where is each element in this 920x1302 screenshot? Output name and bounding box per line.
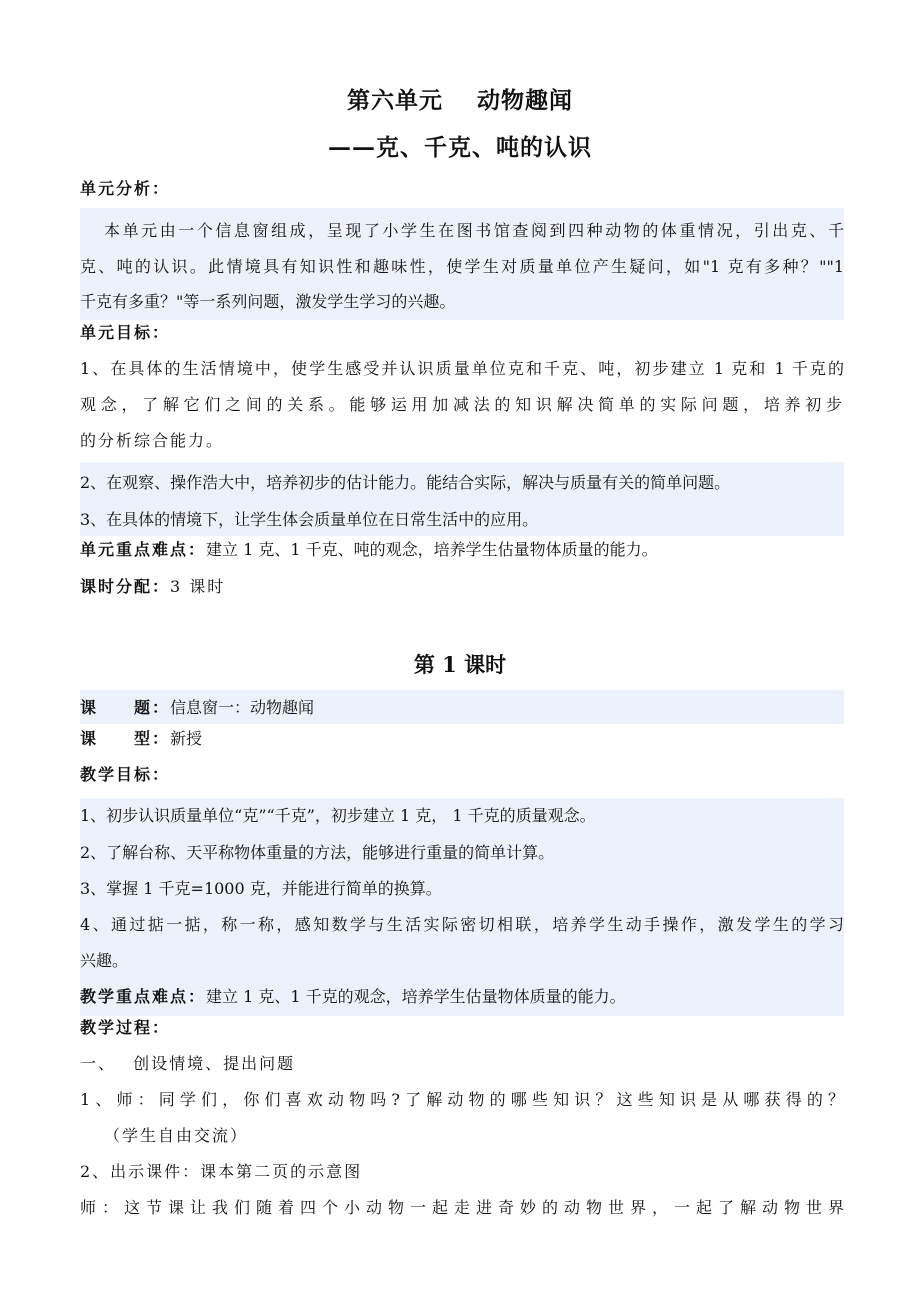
lesson-goal-line-3: 3、掌握 1 千克=1000 克，并能进行简单的换算。 xyxy=(80,879,442,898)
lesson-goals-label: 教学目标： xyxy=(80,765,171,784)
lesson-type xyxy=(80,729,844,749)
lesson-topic xyxy=(80,698,844,718)
unit-hours-text: 3 课时 xyxy=(170,577,226,596)
unit-goal-line-4: 2、在观察、操作浩大中，培养初步的估计能力。能结合实际，解决与质量有关的简单问题。 xyxy=(80,473,731,492)
lesson-key-label: 教学重点难点： xyxy=(80,987,207,1006)
lesson-goal-line-4: 4、通过掂一掂，称一称，感知数学与生活实际密切相联，培养学生动手操作，激发学生的学习 xyxy=(80,915,844,934)
unit-goal-line-3: 的分析综合能力。 xyxy=(80,431,225,450)
lesson-type-text: 新授 xyxy=(170,729,203,748)
lesson-heading: 第 1 课时 xyxy=(413,652,507,677)
unit-goals-label: 单元目标： xyxy=(80,323,171,342)
unit-title xyxy=(0,82,920,115)
lesson-key-points xyxy=(80,987,844,1007)
unit-hours-label: 课时分配： xyxy=(80,577,171,596)
process-line-3: （学生自由交流） xyxy=(104,1126,249,1145)
lesson-goal-line-1: 1、初步认识质量单位“克”“千克”，初步建立 1 克， 1 千克的质量观念。 xyxy=(80,806,596,825)
process-line-2: 1、师：同学们，你们喜欢动物吗?了解动物的哪些知识？这些知识是从哪获得的？ xyxy=(80,1090,844,1109)
unit-goal-line-1: 1、在具体的生活情境中，使学生感受并认识质量单位克和千克、吨，初步建立 1 克和 1 千克的 xyxy=(80,359,844,378)
unit-goal-line-2: 观念，了解它们之间的关系。能够运用加减法的知识解决简单的实际问题，培养初步 xyxy=(80,395,844,414)
process-line-1: 一、 创设情境、提出问题 xyxy=(80,1054,296,1073)
unit-analysis-line-3: 千克有多重？"等一系列问题，激发学生学习的兴趣。 xyxy=(80,292,456,311)
unit-goal-line-5: 3、在具体的情境下，让学生体会质量单位在日常生活中的应用。 xyxy=(80,510,539,529)
lesson-goals-shade xyxy=(80,798,844,1016)
process-line-4: 2、出示课件：课本第二页的示意图 xyxy=(80,1162,363,1181)
unit-hours xyxy=(80,577,844,597)
unit-key-text: 建立 1 克、1 千克、吨的观念，培养学生估量物体质量的能力。 xyxy=(206,540,658,559)
lesson-key-text: 建立 1 克、1 千克的观念，培养学生估量物体质量的能力。 xyxy=(206,987,626,1006)
lesson-type-label: 课 型： xyxy=(80,729,171,748)
unit-analysis-line-2: 克、吨的认识。此情境具有知识性和趣味性，使学生对质量单位产生疑问，如"1 克有多种？""1 xyxy=(80,257,844,276)
unit-theme: 动物趣闻 xyxy=(477,87,573,114)
unit-number: 第六单元 xyxy=(347,87,443,114)
lesson-goal-line-5: 兴趣。 xyxy=(80,951,129,970)
lesson-topic-text: 信息窗一：动物趣闻 xyxy=(170,698,315,717)
unit-analysis-line-1: 本单元由一个信息窗组成，呈现了小学生在图书馆查阅到四种动物的体重情况，引出克、千 xyxy=(104,221,844,240)
process-line-5: 师：这节课让我们随着四个小动物一起走进奇妙的动物世界，一起了解动物世界 xyxy=(80,1198,844,1217)
unit-analysis-label: 单元分析： xyxy=(80,179,171,198)
unit-key-label: 单元重点难点： xyxy=(80,540,207,559)
unit-key-points xyxy=(80,540,844,560)
lesson-goal-line-2: 2、了解台称、天平称物体重量的方法，能够进行重量的简单计算。 xyxy=(80,843,555,862)
lesson-topic-label: 课 题： xyxy=(80,698,171,717)
lesson-process-label: 教学过程： xyxy=(80,1018,171,1037)
unit-subtitle: ——克、千克、吨的认识 xyxy=(328,134,592,161)
